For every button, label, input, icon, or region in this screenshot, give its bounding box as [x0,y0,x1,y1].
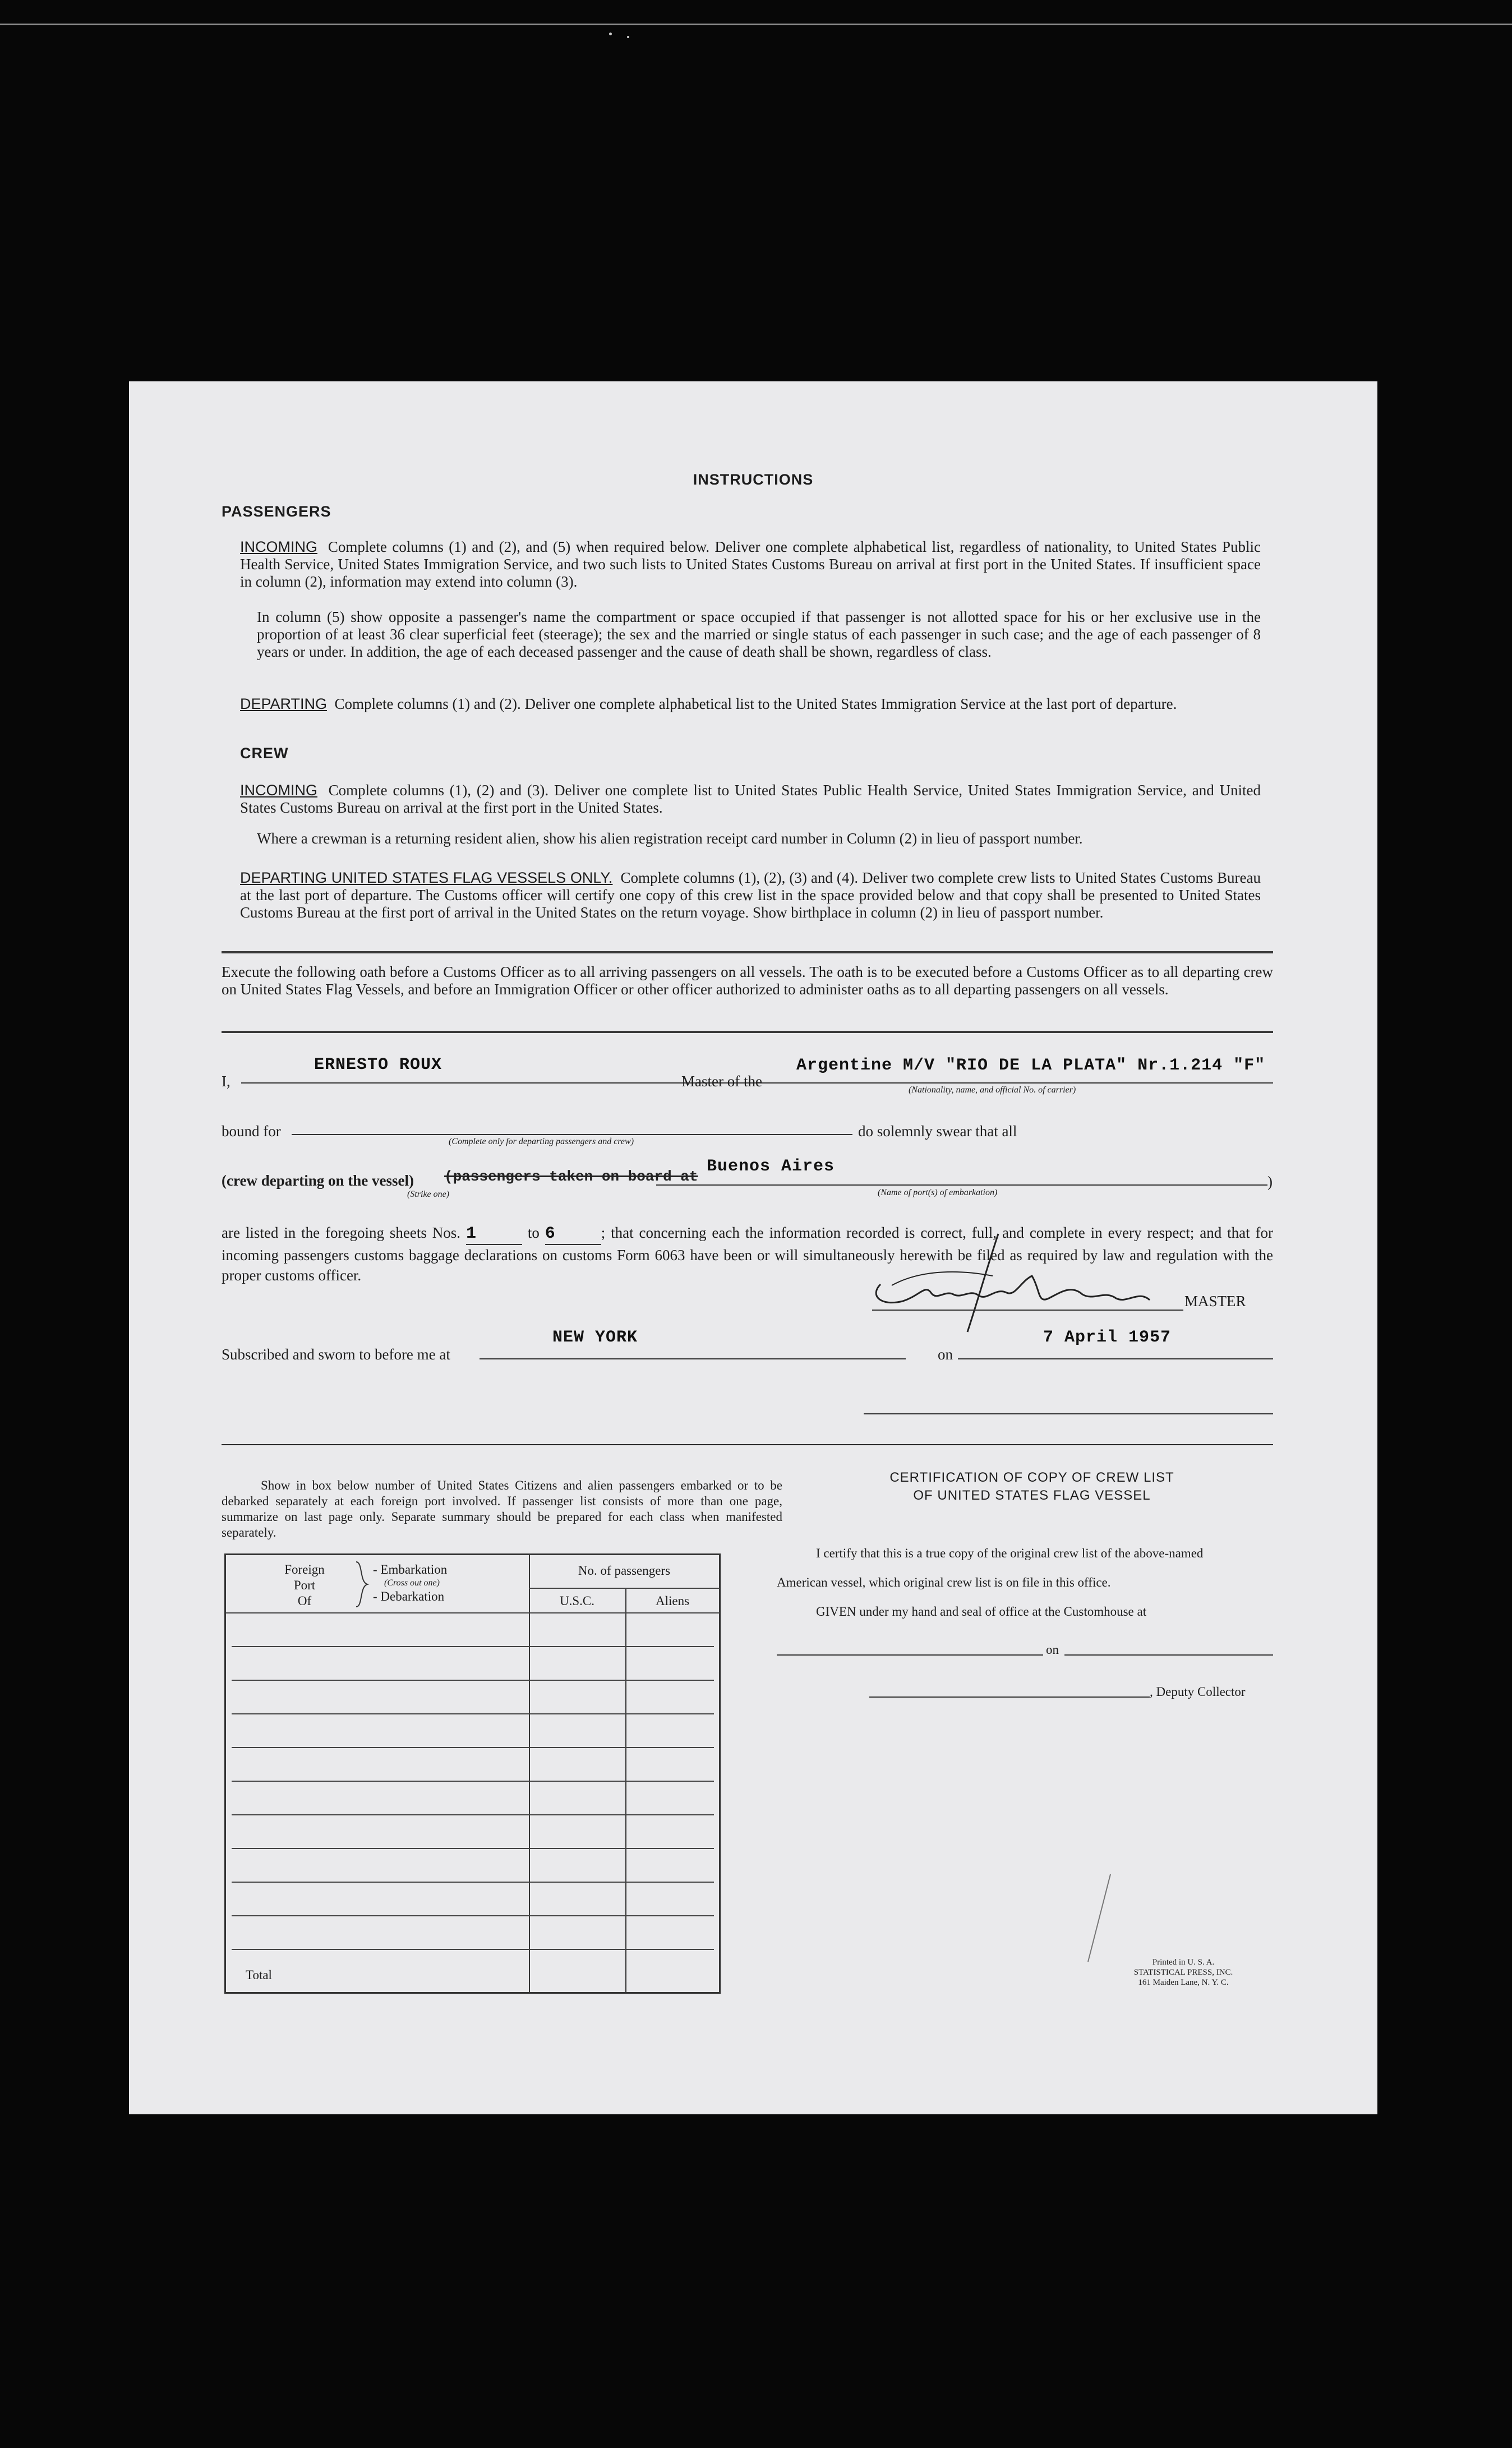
of-label: Of [297,1594,312,1608]
form-page [129,381,1377,2114]
subscribed-label: Subscribed and sworn to before me at [222,1346,450,1363]
table-row [232,1781,714,1782]
bound-caption: (Complete only for departing passengers and crew) [449,1137,634,1146]
table-row [232,1814,714,1815]
summary-instruction: Show in box below number of United States Citizens and alien passengers embarked or to be debarked separately at each foreign port involved. If passenger list consists of more than one page, summarize on last page only. Separate summary should be prepared for each class when manifested separately. [222,1478,782,1539]
no-of-passengers-label: No. of passengers [578,1564,671,1578]
certification-title-2: OF UNITED STATES FLAG VESSEL [913,1488,1151,1503]
table-row [232,1747,714,1748]
sheets-text-1: are listed in the foregoing sheets Nos. [222,1224,461,1241]
cert-on-label: on [1046,1643,1059,1657]
sworn-place-line [480,1358,906,1359]
crew-departing-text: Complete columns (1), (2), (3) and (4). Deliver two complete crew lists to United States Customs Bureau at the last port of departure. The Customs officer will certify one copy of this crew list in the space provided below and that copy shall be presented to United States Customs Bureau at the first port of arrival in the United States on the return voyage. Show birthplace in column (2) in lieu of passport number. [240,869,1261,921]
passengers-incoming-block [240,538,1261,591]
bound-for-label: bound for [222,1123,281,1140]
deputy-signature-line [869,1696,1150,1698]
certify-line-1: I certify that this is a true copy of the original crew list of the above-named [816,1546,1204,1560]
table-row [232,1915,714,1916]
sheet-to-value: 6 [545,1224,601,1245]
passengers-column5-text: In column (5) show opposite a passenger's name the compartment or space occupied if that passenger is not allotted space for his or her exclusive use in the proportion of at least 36 clear superficial feet (steerage); the sex and the married or single status of each passenger in such case; and the age of each passenger of 8 years or under. In addition, the age of each deceased passenger and the cause of death shall be shown, regardless of class. [257,608,1261,660]
certify-line-2: American vessel, which original crew list is on file in this office. [777,1575,1111,1589]
cert-date-line [1064,1654,1273,1656]
crew-heading: CREW [240,745,289,762]
crew-departing-label: DEPARTING UNITED STATES FLAG VESSELS ONLY. [240,869,613,886]
brace-icon [354,1561,371,1608]
embarkation-label: - Embarkation [373,1562,448,1576]
film-speck [609,33,612,35]
customhouse-line [777,1654,1043,1656]
film-speck [627,36,629,38]
vessel-line [774,1082,1273,1084]
table-header-bottom [226,1612,720,1613]
printer-line-1: Printed in U. S. A. [1152,1958,1215,1967]
sheet-from-value: 1 [466,1224,522,1245]
bound-for-line [292,1134,852,1135]
film-top-border [0,24,1512,25]
table-row [232,1646,714,1647]
close-paren: ) [1267,1173,1273,1190]
sworn-place-value: NEW YORK [552,1328,638,1347]
port-caption: (Name of port(s) of embarkation) [878,1188,998,1197]
certification-title-1: CERTIFICATION OF COPY OF CREW LIST [889,1470,1174,1485]
sworn-date-value: 7 April 1957 [1043,1328,1172,1347]
master-label: MASTER [1184,1293,1246,1310]
table-col-line [625,1588,626,1992]
master-of-label: Master of the [681,1073,762,1090]
foreign-label: Foreign [284,1562,325,1576]
master-name-value: ERNESTO ROUX [314,1055,442,1075]
debarkation-label: - Debarkation [373,1589,445,1603]
passengers-incoming-label: INCOMING [240,538,317,555]
master-signature-line [872,1310,1183,1311]
port-of-embarkation-value: Buenos Aires [707,1157,835,1176]
passengers-incoming-text: Complete columns (1) and (2), and (5) when required below. Deliver one complete alphabetical list, regardless of nationality, to United States Public Health Service, United States Immigration Service, and two such lists to United States Customs Bureau on arrival at first port in the United States. If insufficient space in column (2), information may extend into column (3). [240,538,1261,590]
passengers-heading: PASSENGERS [222,503,331,520]
oath-i-label: I, [222,1073,231,1090]
aliens-label: Aliens [655,1594,690,1608]
printer-line-3: 161 Maiden Lane, N. Y. C. [1138,1978,1229,1987]
divider [222,951,1273,953]
to-label: to [527,1224,540,1241]
crew-incoming-label: INCOMING [240,782,317,799]
pencil-mark [1082,1873,1116,1963]
master-signature [847,1223,1340,1335]
total-label: Total [246,1968,272,1982]
passengers-departing-block [240,695,1261,713]
table-row [232,1848,714,1849]
table-header-line [529,1588,720,1589]
table-row [232,1882,714,1883]
swear-text: do solemnly swear that all [858,1123,1017,1140]
summary-table [224,1553,721,1994]
cross-out-label: (Cross out one) [384,1578,440,1588]
table-row [232,1713,714,1714]
sheets-text-2: ; that concerning each the information recorded is correct, full, and complete in every respect; and that for incoming passengers customs baggage declarations on customs Form 6063 have been or will simultaneously herewith be filed as required by law and regulation with the proper customs officer. [222,1224,1274,1284]
port-line [656,1184,1267,1186]
divider [222,1031,1273,1033]
divider [222,1444,1273,1445]
oath-instruction: Execute the following oath before a Customs Officer as to all arriving passengers on all vessels. The oath is to be executed before a Customs Officer as to all departing crew on United States Flag Vessels, and before an Immigration Officer or other officer authorized to administer oaths as to all departing passengers on all vessels. [222,963,1273,998]
foreign-port-label [271,1562,338,1609]
officer-signature-line [864,1413,1273,1414]
passengers-departing-text: Complete columns (1) and (2). Deliver one complete alphabetical list to the United States Immigration Service at the last port of departure. [334,695,1177,712]
port-label: Port [293,1578,316,1592]
sworn-date-line [958,1358,1273,1359]
table-row [232,1680,714,1681]
crew-incoming-text: Complete columns (1), (2) and (3). Deliver one complete list to United States Public Health Service, United States Immigration Service, and United States Customs Bureau on arrival at the first port in the United States. [240,782,1261,816]
vessel-value: Argentine M/V "RIO DE LA PLATA" Nr.1.214 "F" [796,1056,1266,1075]
given-text: GIVEN under my hand and seal of office at the Customhouse at [816,1605,1147,1619]
crew-resident-text: Where a crewman is a returning resident alien, show his alien registration receipt card number in Column (2) in lieu of passport number. [257,830,1083,847]
table-row [232,1949,714,1950]
passengers-departing-label: DEPARTING [240,695,328,712]
crew-departing-option: (crew departing on the vessel) [222,1172,414,1189]
crew-incoming-block [240,782,1261,817]
vessel-caption: (Nationality, name, and official No. of carrier) [909,1085,1076,1095]
instructions-title: INSTRUCTIONS [693,471,814,488]
crew-departing-block [240,869,1261,921]
usc-label: U.S.C. [560,1594,594,1608]
passengers-option-struck: (passengers taken on board at [444,1168,698,1185]
strike-caption: (Strike one) [407,1190,450,1199]
table-col-line [529,1555,530,1992]
sworn-on-label: on [938,1346,953,1363]
printer-line-2: STATISTICAL PRESS, INC. [1133,1968,1233,1977]
deputy-label: , Deputy Collector [1150,1685,1246,1699]
